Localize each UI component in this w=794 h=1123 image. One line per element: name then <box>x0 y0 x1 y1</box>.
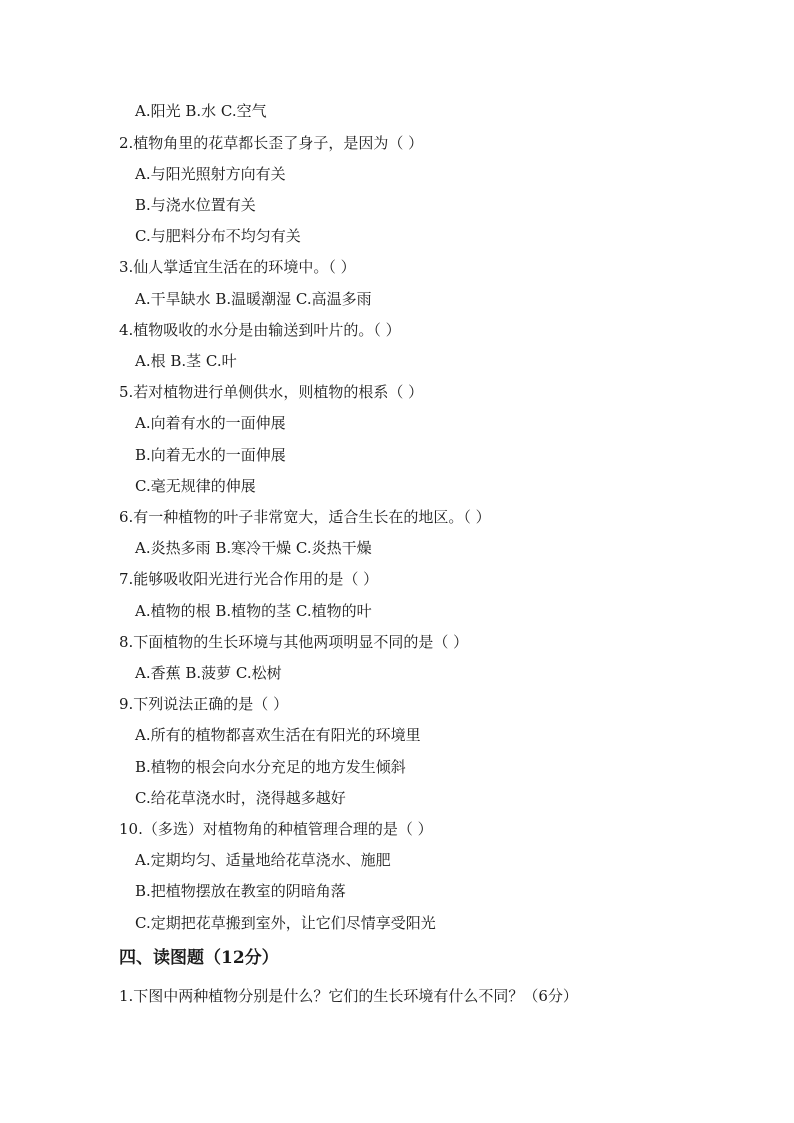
q3-options: A.干旱缺水 B.温暖潮湿 C.高温多雨 <box>135 290 372 308</box>
q3-stem: 3.仙人掌适宜生活在的环境中。（ ） <box>119 258 356 276</box>
q10-option-c: C.定期把花草搬到室外，让它们尽情享受阳光 <box>135 914 436 932</box>
q4-stem: 4.植物吸收的水分是由输送到叶片的。（ ） <box>119 321 401 339</box>
q5-option-b: B.向着无水的一面伸展 <box>135 446 286 464</box>
q1-options: A.阳光 B.水 C.空气 <box>135 102 267 120</box>
section-heading: 四、读图题（12分） <box>119 948 279 968</box>
q10-option-a: A.定期均匀、适量地给花草浇水、施肥 <box>135 851 391 869</box>
q8-options: A.香蕉 B.菠萝 C.松树 <box>135 664 282 682</box>
q9-option-a: A.所有的植物都喜欢生活在有阳光的环境里 <box>135 726 421 744</box>
q6-stem: 6.有一种植物的叶子非常宽大，适合生长在的地区。（ ） <box>119 508 491 526</box>
q5-stem: 5.若对植物进行单侧供水，则植物的根系（ ） <box>119 383 424 401</box>
q2-stem: 2.植物角里的花草都长歪了身子，是因为（ ） <box>119 134 424 152</box>
q5-option-c: C.毫无规律的伸展 <box>135 477 256 495</box>
q10-stem: 10.（多选）对植物角的种植管理合理的是（ ） <box>119 820 433 838</box>
q2-option-a: A.与阳光照射方向有关 <box>135 165 286 183</box>
q6-options: A.炎热多雨 B.寒冷干燥 C.炎热干燥 <box>135 539 372 557</box>
q2-option-c: C.与肥料分布不均匀有关 <box>135 227 301 245</box>
section-question-1: 1.下图中两种植物分别是什么？它们的生长环境有什么不同？（6分） <box>119 987 578 1005</box>
q7-options: A.植物的根 B.植物的茎 C.植物的叶 <box>135 602 372 620</box>
q7-stem: 7.能够吸收阳光进行光合作用的是（ ） <box>119 570 379 588</box>
q2-option-b: B.与浇水位置有关 <box>135 196 256 214</box>
q9-stem: 9.下列说法正确的是（ ） <box>119 695 289 713</box>
q9-option-c: C.给花草浇水时，浇得越多越好 <box>135 789 346 807</box>
q9-option-b: B.植物的根会向水分充足的地方发生倾斜 <box>135 758 406 776</box>
q5-option-a: A.向着有水的一面伸展 <box>135 414 286 432</box>
q4-options: A.根 B.茎 C.叶 <box>135 352 237 370</box>
q8-stem: 8.下面植物的生长环境与其他两项明显不同的是（ ） <box>119 633 469 651</box>
q10-option-b: B.把植物摆放在教室的阴暗角落 <box>135 882 346 900</box>
